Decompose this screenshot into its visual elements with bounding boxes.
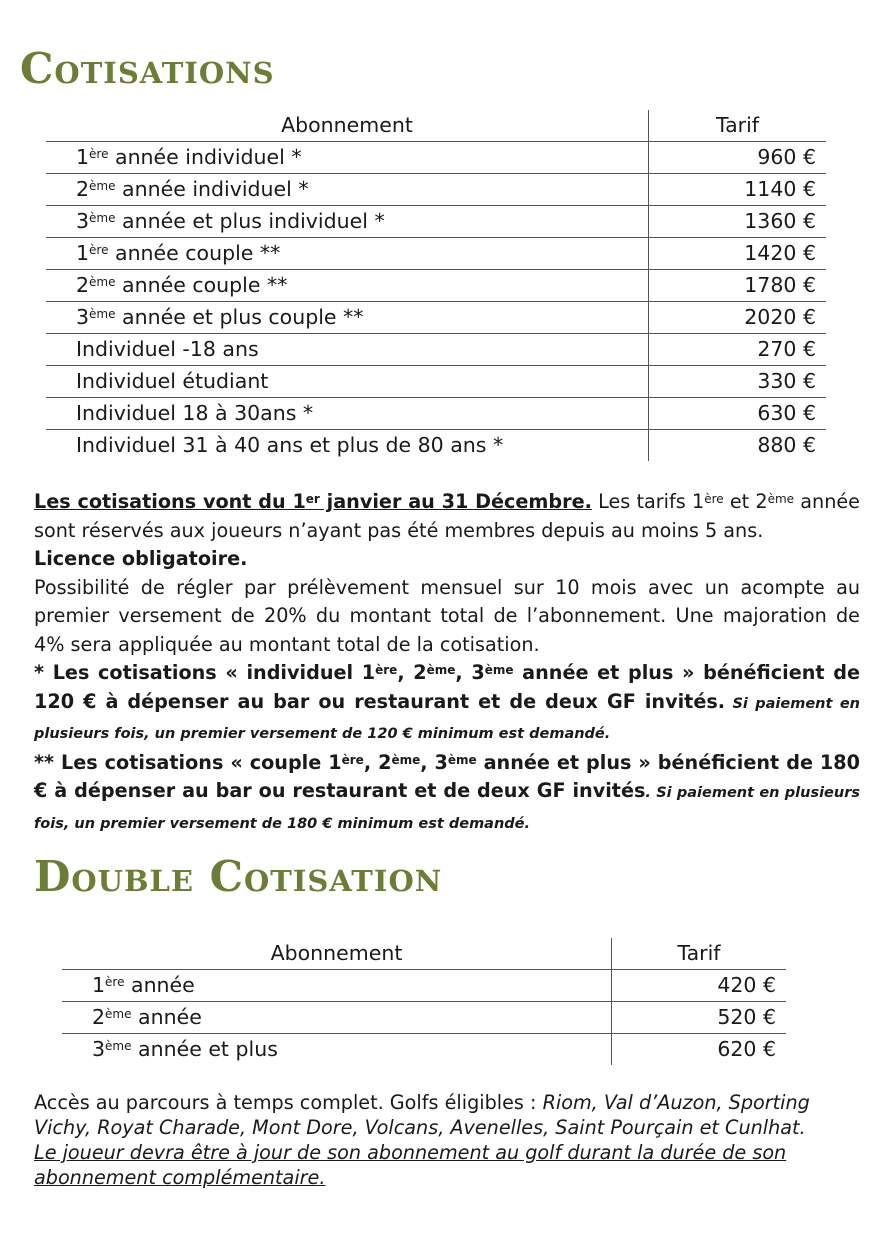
cotisations-table	[46, 110, 826, 461]
abonnement-cell: 2ème année couple **	[46, 270, 649, 302]
table-row	[46, 334, 826, 366]
tarif-cell: 1780 €	[649, 270, 827, 302]
note-payment: Possibilité de régler par prélèvement mensuel sur 10 mois avec un acompte au premier versement de 20% du montant total de l’abonnement. Une majoration de 4% sera appliquée au montant total de la cotisation.	[34, 575, 860, 656]
table-row	[46, 398, 826, 430]
abonnement-cell: Individuel étudiant	[46, 366, 649, 398]
tarif-cell: 630 €	[649, 398, 827, 430]
note-couple: ** Les cotisations « couple 1ère, 2ème, 3ème année et plus » bénéficient de 180 € à dépenser au bar ou restaurant et de deux GF invités. Si paiement en plusieurs fois, un premier versement de 180 € minimum est demandé.	[34, 750, 860, 832]
note-access: Accès au parcours à temps complet. Golfs éligibles : Riom, Val d’Auzon, Sporting Vichy, Royat Charade, Mont Dore, Volcans, Avenelles, Saint Pourçain et Cunlhat.	[34, 1091, 810, 1139]
abonnement-cell: Individuel 18 à 30ans *	[46, 398, 649, 430]
note-period: Les cotisations vont du 1er janvier au 31 Décembre. Les tarifs 1ère et 2ème année sont réservés aux joueurs n’ayant pas été membres depuis au moins 5 ans.	[34, 490, 860, 542]
note-period-bold: Les cotisations vont du 1er janvier au 31 Décembre.	[34, 490, 592, 513]
section-title-cotisations: Cotisations	[20, 44, 275, 93]
table-row	[46, 270, 826, 302]
table-row	[46, 366, 826, 398]
abonnement-cell: Individuel -18 ans	[46, 334, 649, 366]
table-row	[62, 970, 786, 1002]
cotisations-notes	[34, 488, 860, 838]
table-row	[46, 238, 826, 270]
note-requirement: Le joueur devra être à jour de son abonnement au golf durant la durée de son abonnement complémentaire.	[34, 1141, 787, 1189]
abonnement-cell: 2ème année individuel *	[46, 174, 649, 206]
table-header-row	[46, 110, 826, 142]
table-header-row	[62, 938, 786, 970]
table-row	[62, 1002, 786, 1034]
tarif-cell: 960 €	[649, 142, 827, 174]
eligible-golfs: Riom, Val d’Auzon, Sporting Vichy, Royat Charade, Mont Dore, Volcans, Avenelles, Saint Pourçain et Cunlhat.	[34, 1091, 810, 1139]
tarif-cell: 1420 €	[649, 238, 827, 270]
abonnement-cell: 3ème année et plus couple **	[46, 302, 649, 334]
double-cotisation-table	[62, 938, 786, 1065]
abonnement-cell: 1ère année	[62, 970, 612, 1002]
section-title-double-cotisation: Double Cotisation	[34, 852, 443, 901]
table-row	[46, 206, 826, 238]
abonnement-cell: 1ère année individuel *	[46, 142, 649, 174]
tarif-cell: 520 €	[612, 1002, 787, 1034]
header-abonnement: Abonnement	[46, 110, 649, 142]
abonnement-cell: 2ème année	[62, 1002, 612, 1034]
tarif-cell: 620 €	[612, 1034, 787, 1066]
header-tarif: Tarif	[677, 941, 721, 965]
tarif-cell: 330 €	[649, 366, 827, 398]
tarif-cell: 270 €	[649, 334, 827, 366]
note-licence: Licence obligatoire.	[34, 547, 248, 570]
tarif-cell: 2020 €	[649, 302, 827, 334]
table-row	[46, 430, 826, 462]
header-tarif: Tarif	[715, 113, 760, 137]
tarif-cell: 1140 €	[649, 174, 827, 206]
table-row	[46, 302, 826, 334]
abonnement-cell: 3ème année et plus individuel *	[46, 206, 649, 238]
tarif-cell: 1360 €	[649, 206, 827, 238]
note-individuel: * Les cotisations « individuel 1ère, 2ème, 3ème année et plus » bénéficient de 120 € à dépenser au bar ou restaurant et de deux GF invités. Si paiement en plusieurs fois, un premier versement de 120 € minimum est demandé.	[34, 661, 860, 742]
abonnement-cell: 3ème année et plus	[62, 1034, 612, 1066]
table-row	[62, 1034, 786, 1066]
table-row	[46, 142, 826, 174]
tarif-cell: 880 €	[649, 430, 827, 462]
tarif-cell: 420 €	[612, 970, 787, 1002]
double-cotisation-notes	[34, 1090, 860, 1190]
abonnement-cell: 1ère année couple **	[46, 238, 649, 270]
header-abonnement: Abonnement	[62, 938, 612, 970]
table-row	[46, 174, 826, 206]
abonnement-cell: Individuel 31 à 40 ans et plus de 80 ans *	[46, 430, 649, 462]
